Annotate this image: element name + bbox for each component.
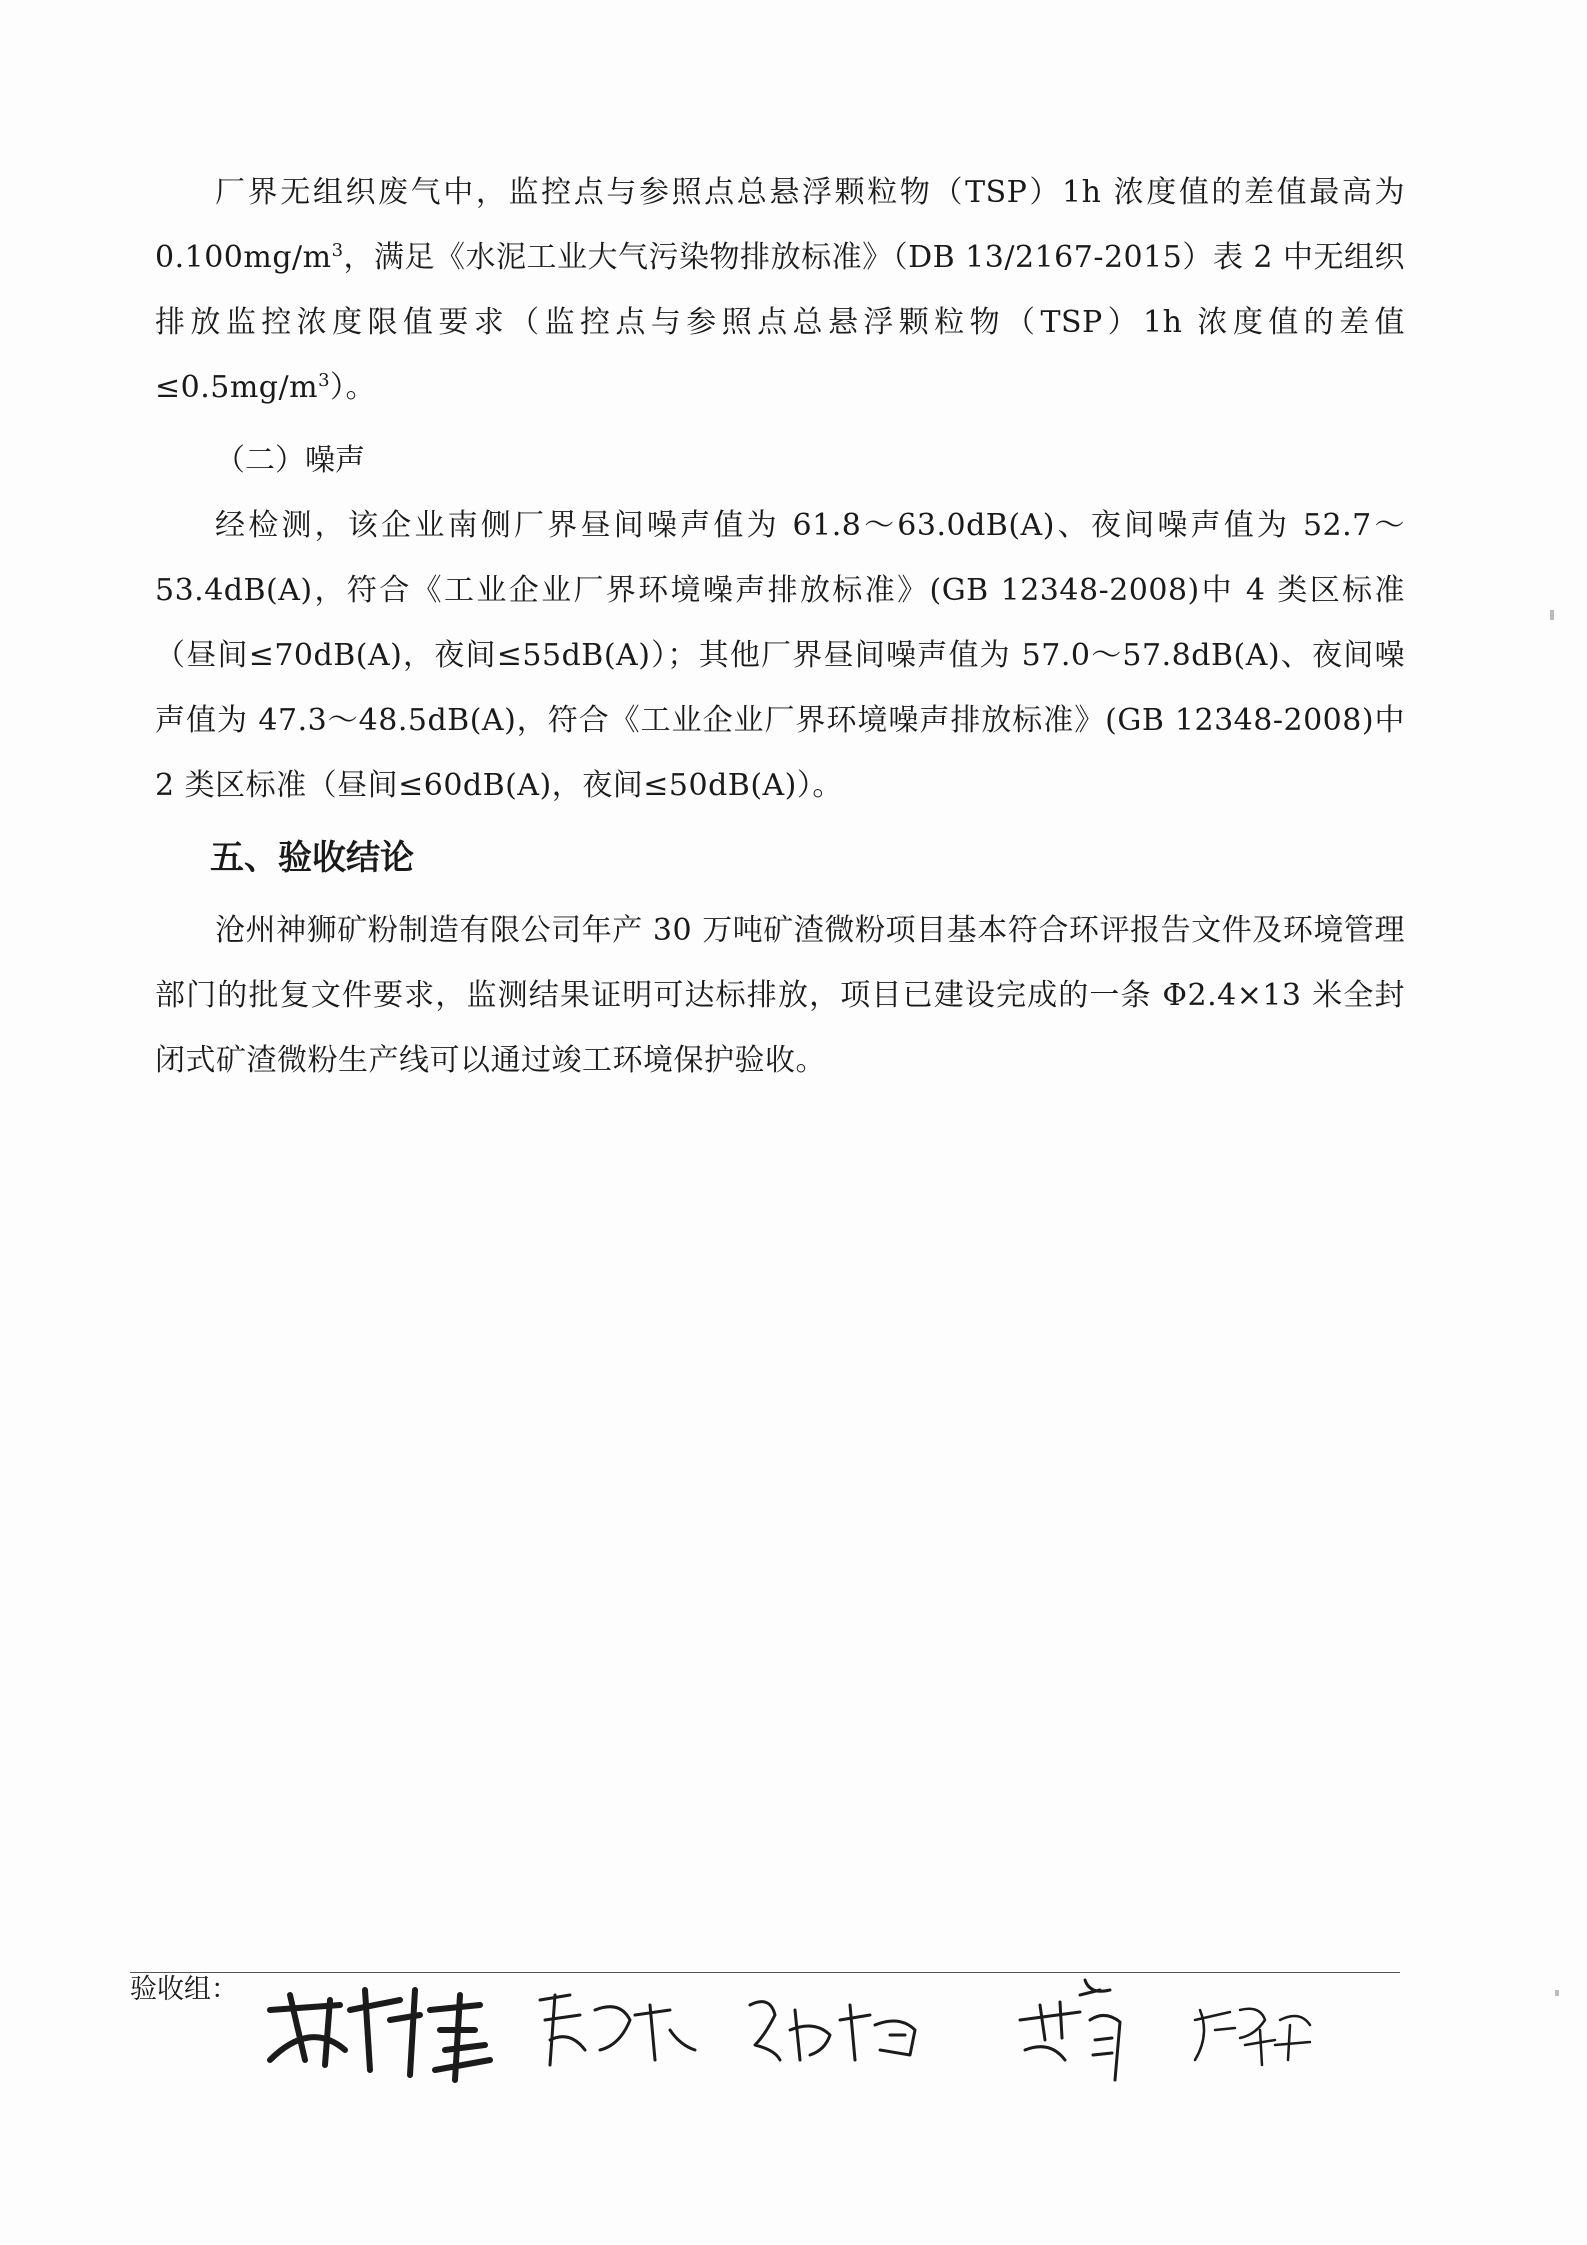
signature-area [250,1950,1400,2100]
signature-2 [540,1995,695,2065]
section-heading-conclusion: 五、验收结论 [210,838,414,878]
scan-artifact [1550,610,1554,620]
signature-label: 验收组： [130,1974,238,2005]
paragraph-tsp: 厂界无组织废气中，监控点与参照点总悬浮颗粒物（TSP）1h 浓度值的差值最高为 $0.100mg/m^3$，满足《水泥工业大气污染物排放标准》（DB 13/2167-2015）表 2 中无组织排放监控浓度限值要求（监控点与参照点总悬浮颗粒物（TSP）1h 浓度值的差值$\le 0.5mg/m^3$）。 [155,175,1405,405]
signature-4 [1020,1980,1120,2080]
signature-1 [270,1990,490,2080]
signature-3 [750,2002,915,2060]
signature-5 [1195,2009,1310,2065]
scan-artifact [1555,1990,1559,1996]
subheading-noise: （二）噪声 [215,443,365,478]
paragraph-conclusion: 沧州神狮矿粉制造有限公司年产 30 万吨矿渣微粉项目基本符合环评报告文件及环境管理部门的批复文件要求，监测结果证明可达标排放，项目已建设完成的一条 Φ2.4×13 米全封闭式矿渣微粉生产线可以通过竣工环境保护验收。 [155,913,1405,1078]
document-body [155,160,1405,1093]
paragraph-noise: 经检测，该企业南侧厂界昼间噪声值为 61.8～63.0dB(A)、夜间噪声值为 52.7～53.4dB(A)，符合《工业企业厂界环境噪声排放标准》(GB 12348-2008)中 4 类区标准（昼间≤70dB(A)，夜间≤55dB(A)）；其他厂界昼间噪声值为 57.0～57.8dB(A)、夜间噪声值为 47.3～48.5dB(A)，符合《工业企业厂界环境噪声排放标准》(GB 12348-2008)中 2 类区标准（昼间≤60dB(A)，夜间≤50dB(A)）。 [155,508,1405,803]
